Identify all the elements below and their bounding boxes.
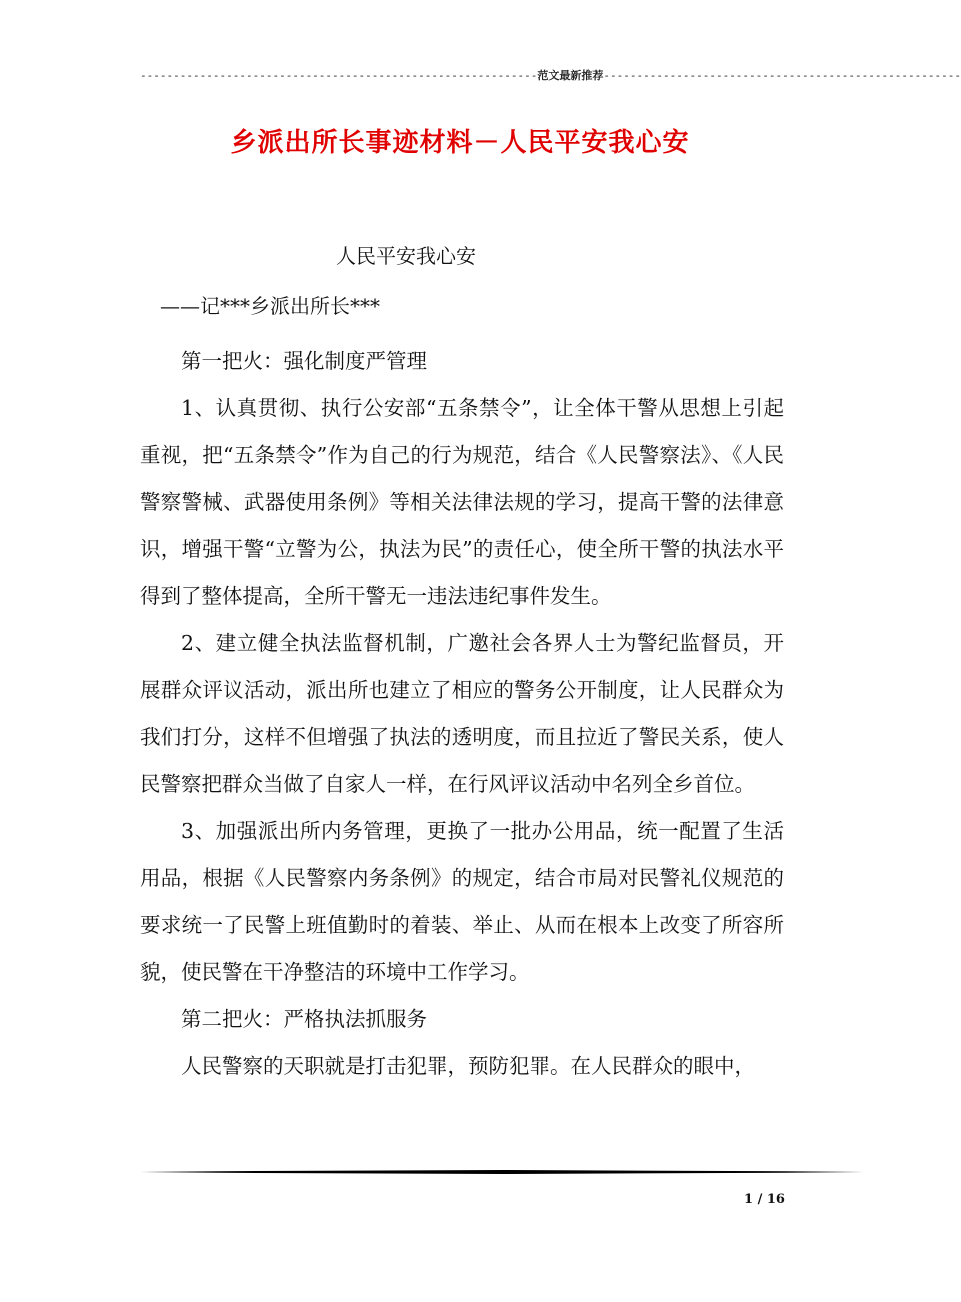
page-number: 1 / 16 xyxy=(744,1192,785,1207)
document-body xyxy=(140,338,784,1090)
paragraph-4: 人民警察的天职就是打击犯罪，预防犯罪。在人民群众的眼中， xyxy=(181,1054,755,1078)
footer-rule xyxy=(140,1170,864,1174)
header-banner xyxy=(140,68,961,84)
document-title: 乡派出所长事迹材料－人民平安我心安 xyxy=(230,128,690,158)
author-line: ——记***乡派出所长*** xyxy=(160,294,380,318)
paragraph-2: 2、建立健全执法监督机制，广邀社会各界人士为警纪监督员，开展群众评议活动，派出所也建立了相应的警务公开制度，让人民群众为我们打分，这样不但增强了执法的透明度，而且拉近了警民关系，使人民警察把群众当做了自家人一样，在行风评议活动中名列全乡首位。 xyxy=(140,631,784,796)
document-subtitle: 人民平安我心安 xyxy=(336,244,476,268)
paragraph-1: 1、认真贯彻、执行公安部“五条禁令”，让全体干警从思想上引起重视，把“五条禁令”作为自己的行为规范，结合《人民警察法》、《人民警察警械、武器使用条例》等相关法律法规的学习，提高干警的法律意识，增强干警“立警为公，执法为民”的责任心，使全所干警的执法水平得到了整体提高，全所干警无一违法违纪事件发生。 xyxy=(140,396,784,608)
header-dashes-left: ------------------------------------------------------------ xyxy=(140,69,538,82)
header-dashes-right: ------------------------------------------------------ xyxy=(603,69,961,82)
section-heading-2: 第二把火：严格执法抓服务 xyxy=(181,1007,427,1031)
paragraph-3: 3、加强派出所内务管理，更换了一批办公用品，统一配置了生活用品，根据《人民警察内务条例》的规定，结合市局对民警礼仪规范的要求统一了民警上班值勤时的着装、举止、从而在根本上改变了所容所貌，使民警在干净整洁的环境中工作学习。 xyxy=(140,819,784,984)
header-label: 范文最新推荐 xyxy=(537,69,604,82)
section-heading-1: 第一把火：强化制度严管理 xyxy=(181,349,427,373)
